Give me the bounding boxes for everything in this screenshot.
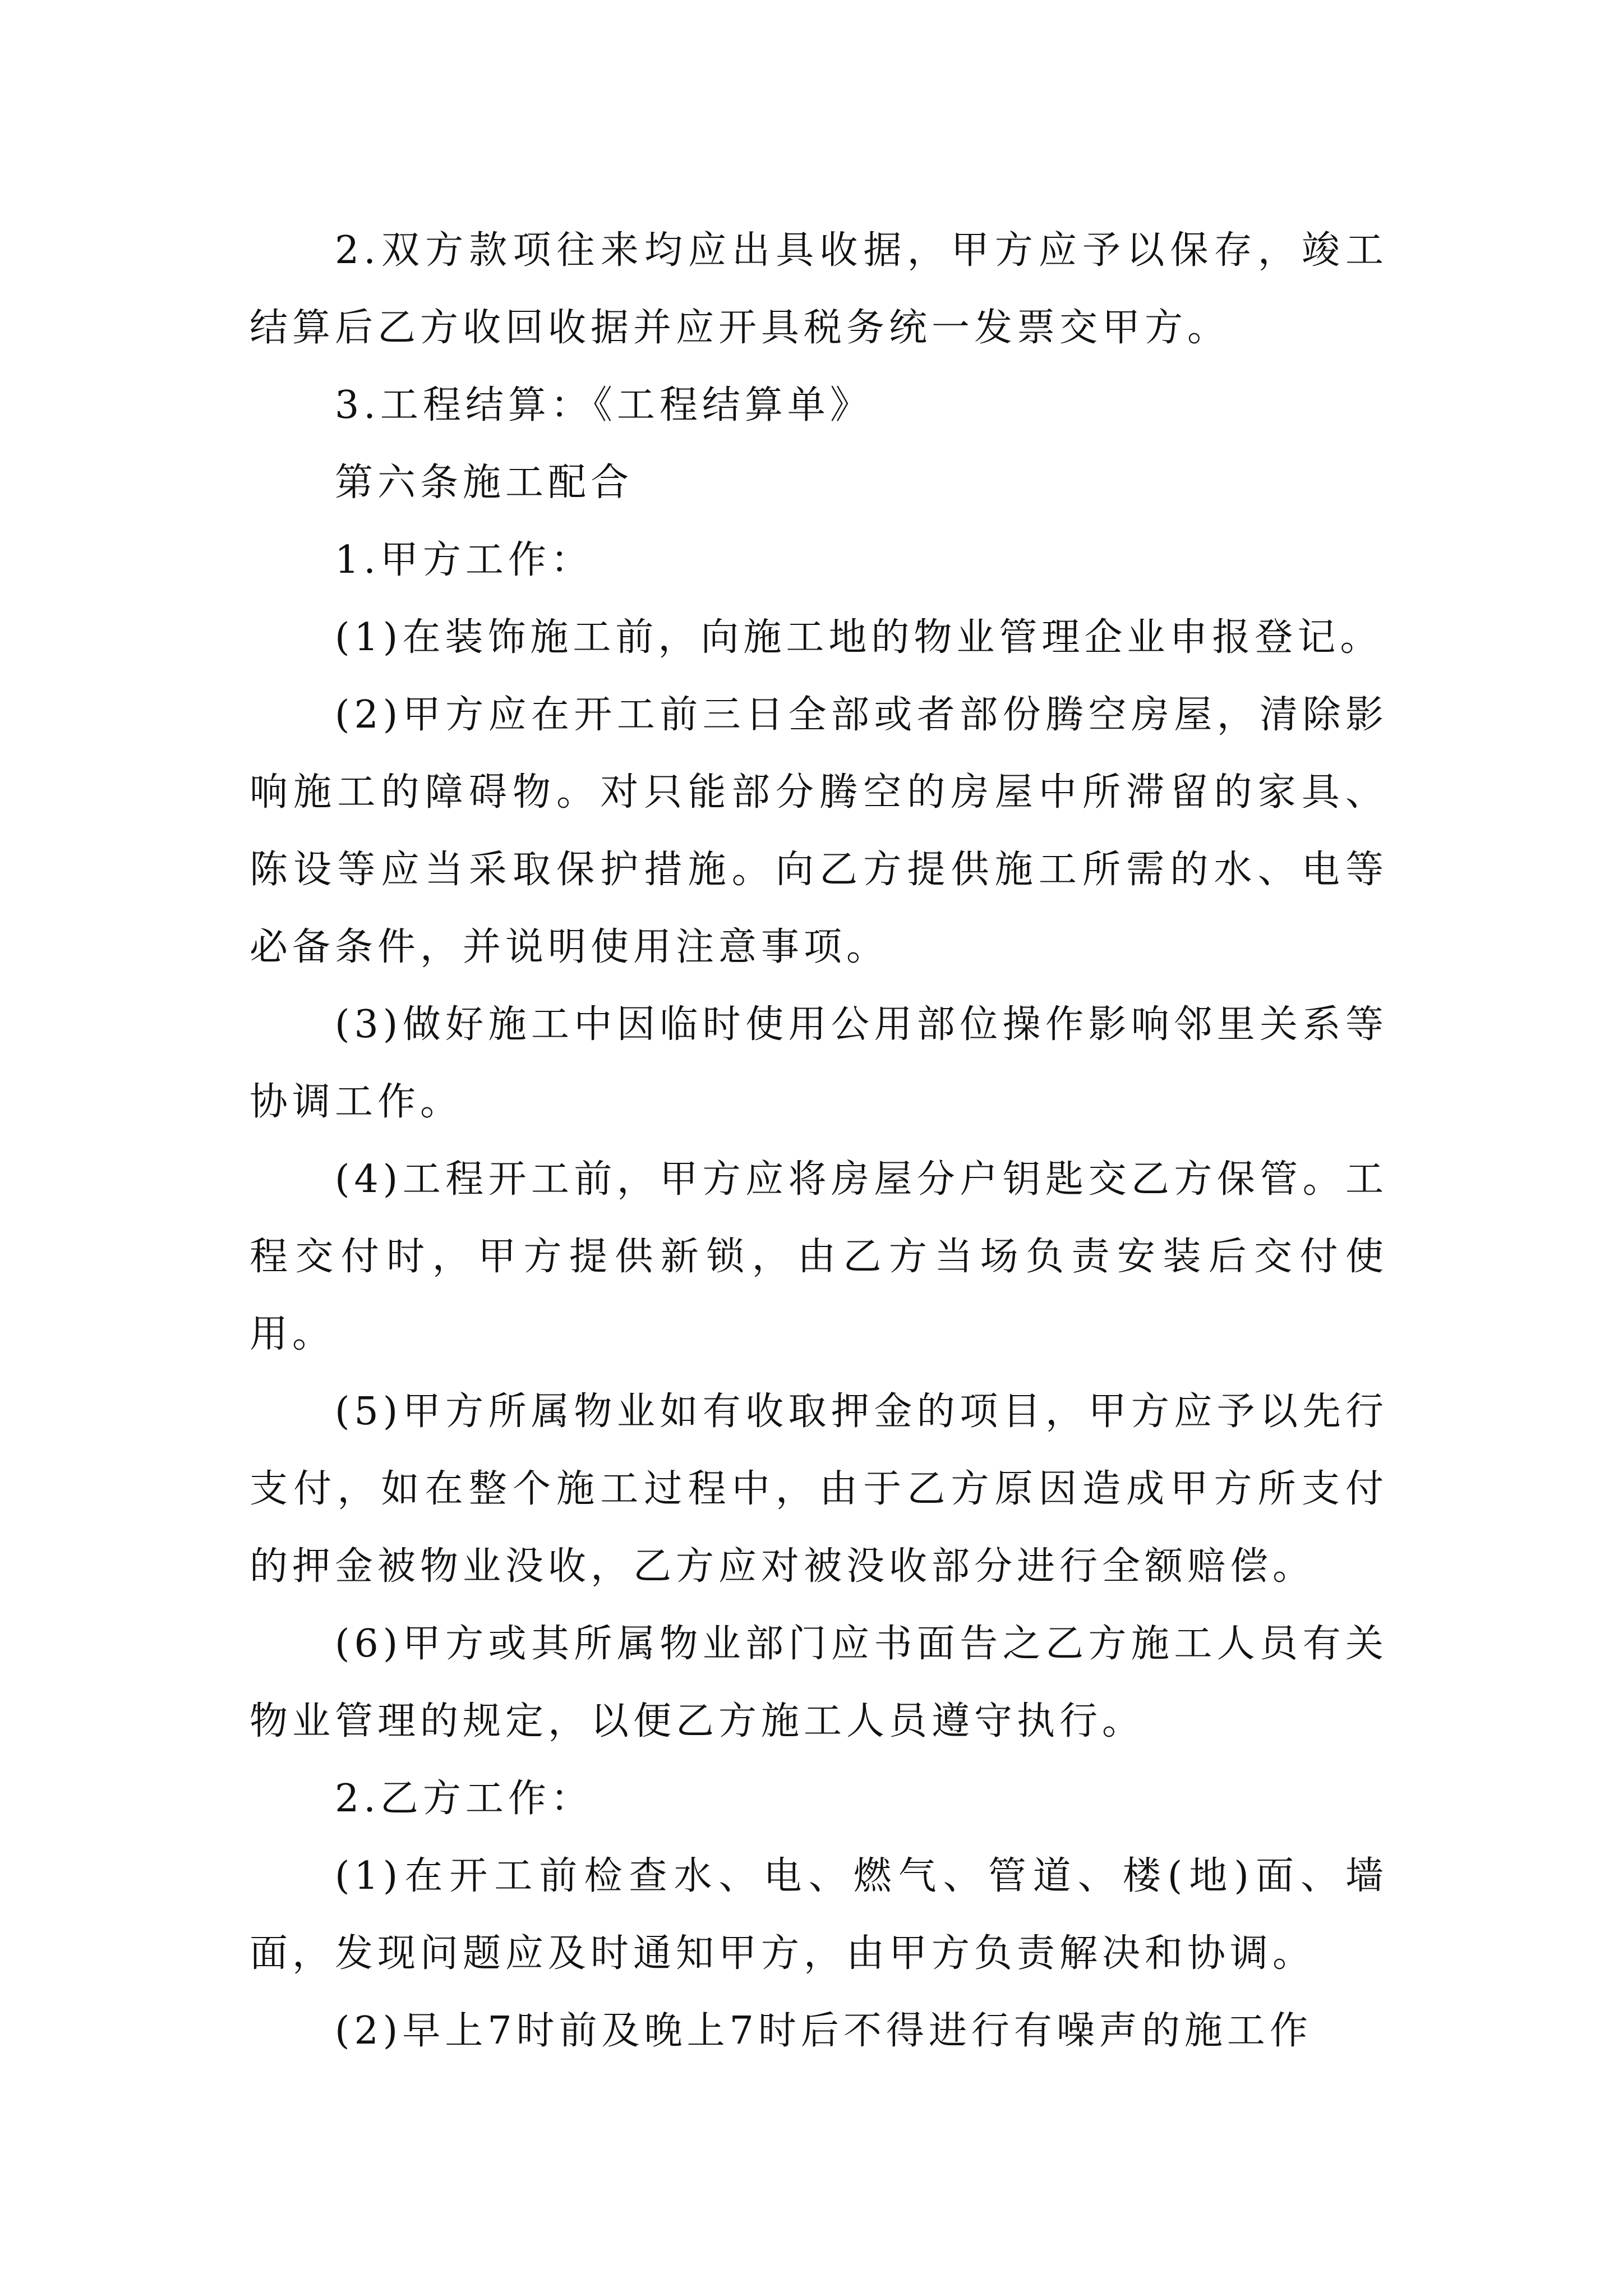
- paragraph-party-a-item-4: (4)工程开工前，甲方应将房屋分户钥匙交乙方保管。工程交付时，甲方提供新锁，由乙方当场负责安装后交付使用。: [250, 1157, 1388, 1356]
- document-body: [250, 212, 1388, 2070]
- paragraph-party-a-item-2: (2)甲方应在开工前三日全部或者部份腾空房屋，清除影响施工的障碍物。对只能部分腾空的房屋中所滞留的家具、陈设等应当采取保护措施。向乙方提供施工所需的水、电等必备条件，并说明使用注意事项。: [250, 693, 1388, 969]
- paragraph-party-b-item-1: (1)在开工前检查水、电、燃气、管道、楼(地)面、墙面，发现问题应及时通知甲方，由甲方负责解决和协调。: [250, 1854, 1388, 1976]
- paragraph-party-a-work-heading: 1.甲方工作：: [335, 538, 593, 582]
- paragraph-article-six-heading: 第六条施工配合: [335, 461, 634, 505]
- paragraph-party-a-item-1: (1)在装饰施工前，向施工地的物业管理企业申报登记。: [335, 615, 1383, 660]
- paragraph-settlement-receipts: 2.双方款项往来均应出具收据，甲方应予以保存，竣工结算后乙方收回收据并应开具税务统一发票交甲方。: [250, 228, 1388, 350]
- paragraph-party-a-item-6: (6)甲方或其所属物业部门应书面告之乙方施工人员有关物业管理的规定，以便乙方施工人员遵守执行。: [250, 1622, 1388, 1743]
- paragraph-party-b-work-heading: 2.乙方工作：: [335, 1777, 593, 1821]
- paragraph-party-a-item-3: (3)做好施工中因临时使用公用部位操作影响邻里关系等协调工作。: [250, 1002, 1388, 1124]
- paragraph-party-a-item-5: (5)甲方所属物业如有收取押金的项目，甲方应予以先行支付，如在整个施工过程中，由于乙方原因造成甲方所支付的押金被物业没收，乙方应对被没收部分进行全额赔偿。: [250, 1389, 1388, 1589]
- paragraph-final-settlement: 3.工程结算：《工程结算单》: [335, 383, 873, 427]
- paragraph-party-b-item-2: (2)早上7时前及晚上7时后不得进行有噪声的施工作: [335, 2009, 1312, 2053]
